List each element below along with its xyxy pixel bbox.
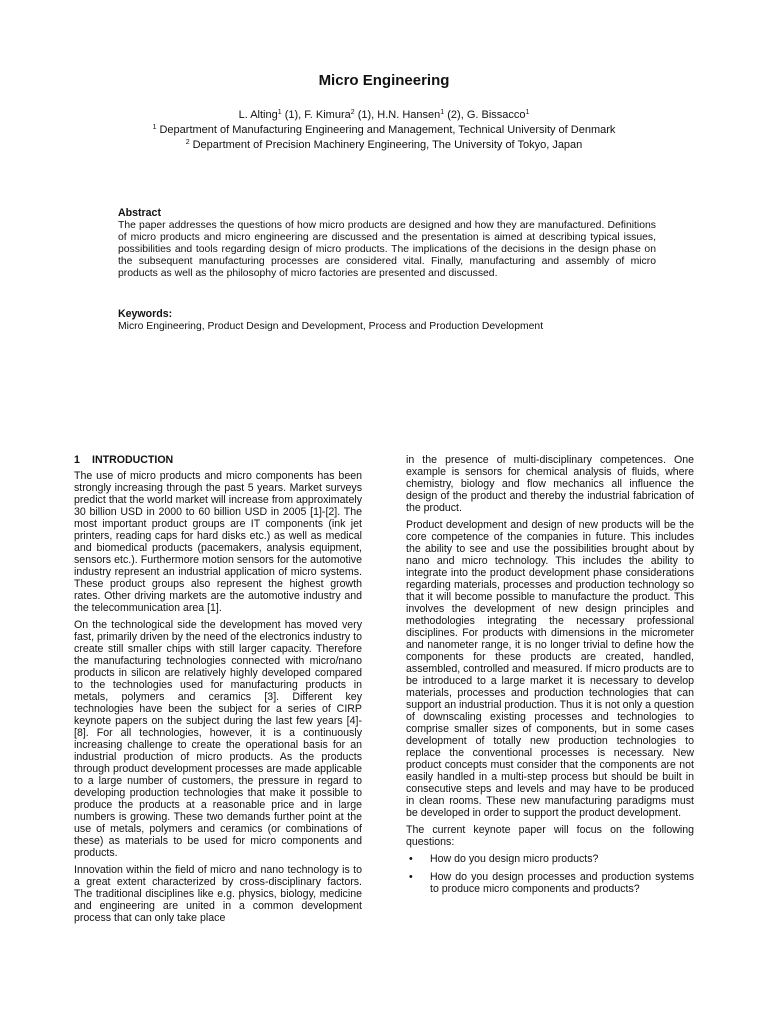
section-title: INTRODUCTION	[92, 454, 174, 466]
author: G. Bissacco$^1$	[466, 109, 530, 121]
author: H.N. Hansen$^1$ (2),	[377, 109, 467, 121]
right-column	[406, 454, 694, 901]
bullet-icon: •	[409, 871, 413, 883]
abstract-text: The paper addresses the questions of how micro products are designed and how they are manufactured. Definitions of micro products and micro engineering are discussed and the presentation is aimed at describing typical issues, possibilities and tools regarding design of micro products. The implications of the decisions in the design phase on the subsequent manufacturing processes are considered vital. Finally, manufacturing and assembly of micro products as well as the philosophy of micro factories are presented and discussed.	[118, 220, 656, 279]
author: F. Kimura$^2$ (1),	[304, 109, 378, 121]
abstract-section	[118, 207, 656, 280]
author-line	[0, 108, 768, 123]
affiliation-2: $^2$ Department of Precision Machinery Engineering, The University of Tokyo, Japan	[185, 139, 583, 151]
left-column	[74, 454, 362, 929]
list-item: • How do you design micro products?	[409, 853, 599, 865]
paragraph: Product development and design of new products will be the core competence of the companies in future. This includes the ability to see and use the possibilities brought about by nano and micro technology. This includes the ability to integrate into the product development phase considerations regarding materials, processes and production technology so that it will become possible to manufacture the product. This involves the development of new design principles and methodologies integrating the necessary professional disciplines. For products with dimensions in the micrometer and nanometer range, it is no longer trivial to define how the components for these products are created, handled, assembled, controlled and measured. If micro products are to be introduced to a large market it is necessary to develop materials, processes and production technologies that can support an industrial production. Thus it is not only a question of downscaling existing processes and technologies to comprise smaller sizes of components, but in some cases development of totally new production technologies to replace the conventional processes is necessary. New product concepts must consider that the components are not easily handled in a multi-step process but should be built in consecutive steps and levels and may have to be produced in clean rooms. These new manufacturing paradigms must be developed in order to support the product development.	[406, 519, 694, 819]
keywords-heading: Keywords:	[118, 308, 173, 320]
abstract-heading: Abstract	[118, 207, 161, 219]
author: L. Alting$^1$ (1),	[238, 109, 305, 121]
paragraph: Innovation within the field of micro and nano technology is to a great extent characterized by cross-disciplinary factors. The traditional disciplines like e.g. physics, biology, medicine and engineering are united in a common development process that can only take place	[74, 864, 362, 924]
keywords-section	[118, 308, 656, 333]
list-item: • How do you design processes and production systems to produce micro components and products?	[409, 871, 694, 895]
section-number: 1	[74, 454, 80, 466]
paragraph: in the presence of multi-disciplinary competences. One example is sensors for chemical analysis of fluids, where chemistry, biology and flow mechanics all influence the design of the product and thereby the industrial fabrication of the product.	[406, 454, 694, 514]
question-list	[406, 853, 694, 895]
affiliation-1: $^1$ Department of Manufacturing Engineering and Management, Technical University of Denmark	[152, 124, 616, 136]
paragraph: On the technological side the development has moved very fast, primarily driven by the need of the electronics industry to create still smaller chips with still larger capacity. Therefore the manufacturing technologies connected with micro/nano products in silicon are relatively highly developed compared to the technologies used for manufacturing products in metals, polymers and ceramics [3]. Different key technologies have been the subject for a series of CIRP keynote papers on the subject during the last few years [4]-[8]. For all technologies, however, it is a continuously increasing challenge to create the operational basis for an industrial production of micro products. As the products through product development processes are made applicable to a large number of customers, the pressure in regard to developing production technologies that make it possible to produce the products at a reasonable price and in large numbers is growing. These two demands further point at the use of metals, polymers and ceramics (or combinations of these) as materials to be used for micro components and products.	[74, 619, 362, 859]
paper-title: Micro Engineering	[318, 72, 450, 89]
section-heading	[74, 454, 362, 467]
keywords-text: Micro Engineering, Product Design and Development, Process and Production Development	[118, 321, 544, 332]
paragraph: The current keynote paper will focus on the following questions:	[406, 824, 694, 848]
bullet-icon: •	[409, 853, 413, 865]
paragraph: The use of micro products and micro components has been strongly increasing through the past 5 years. Market surveys predict that the world market will increase from approximately 30 billion USD in 2000 to 60 billion USD in 2005 [1]-[2]. The most important product groups are IT components (ink jet printers, reading caps for hard disks etc.) as well as medical and biomedical products (pacemakers, analysis equipment, sensors etc.). Furthermore motion sensors for the automotive industry represent an industrial application of micro systems. These product groups also represent the highest growth rates. Other driving markets are the automotive industry and the telecommunication area [1].	[74, 470, 362, 614]
